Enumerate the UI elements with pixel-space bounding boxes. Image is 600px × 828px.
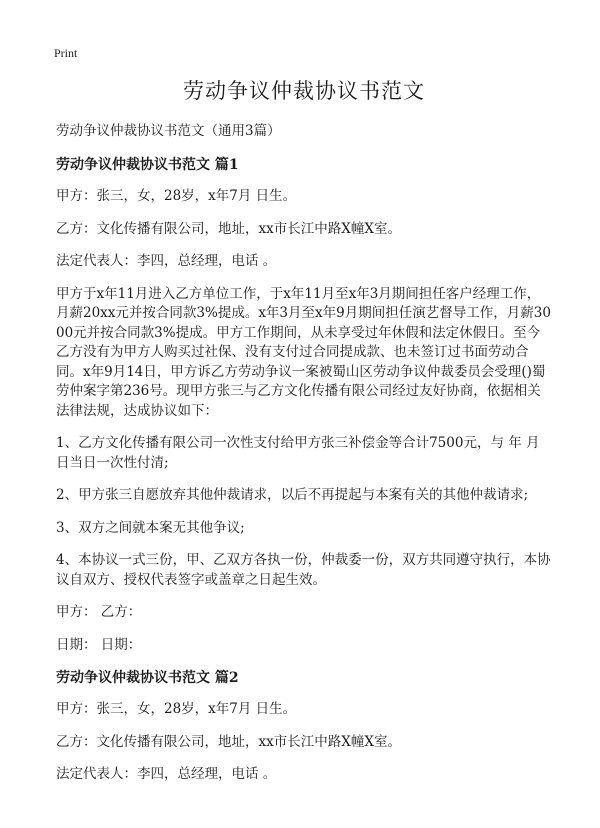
- clause-4-paragraph: 4、本协议一式三份，甲、乙双方各执一份，仲裁委一份，双方共同遵守执行，本协议自双方、授权代表签字或盖章之日起生效。: [56, 552, 551, 588]
- clause-3-paragraph: 3、双方之间就本案无其他争议;: [56, 519, 245, 536]
- section-heading: 劳动争议仲裁协议书范文 篇1: [56, 157, 239, 173]
- print-link[interactable]: Print: [54, 46, 78, 60]
- document-body: [56, 75, 552, 798]
- signature-line: 甲方： 乙方：: [56, 604, 142, 620]
- party-a-paragraph: 甲方：张三，女，28岁，x年7月 日生。: [56, 701, 297, 717]
- section-2: [56, 668, 552, 785]
- case-facts-paragraph: 甲方于x年11月进入乙方单位工作，于x年11月至x年3月期间担任客户经理工作，月薪20xx元并按合同款3%提成。x年3月至x年9月期间担任演艺督导工作，月薪3000元并按合同款3%提成。甲方工作期间，从未享受过年休假和法定休假日。至今乙方没有为甲方人购买过社保、没有支付过合同提成款、也未签订过书面劳动合同。x年9月14日，甲方诉乙方劳动争议一案被蜀山区劳动争议仲裁委员会受理()蜀劳仲案字第236号。现甲方张三与乙方文化传播有限公司经过友好协商，依据相关法律法规，达成协议如下：: [56, 285, 551, 419]
- date-line: 日期： 日期：: [56, 636, 142, 653]
- clause-2-paragraph: 2、甲方张三自愿放弃其他仲裁请求，以后不再提起与本案有关的其他仲裁请求;: [56, 487, 529, 503]
- party-b-paragraph: 乙方：文化传播有限公司，地址，xx市长江中路X幢X室。: [56, 733, 401, 750]
- party-b-paragraph: 乙方：文化传播有限公司，地址，xx市长江中路X幢X室。: [56, 220, 401, 237]
- section-1: [56, 155, 552, 655]
- legal-representative-paragraph: 法定代表人：李四，总经理，电话 。: [56, 253, 277, 269]
- document-subtitle: 劳动争议仲裁协议书范文（通用3篇）: [56, 123, 281, 139]
- legal-representative-paragraph: 法定代表人：李四，总经理，电话 。: [56, 766, 277, 782]
- party-a-paragraph: 甲方：张三，女，28岁，x年7月 日生。: [56, 188, 297, 204]
- section-heading: 劳动争议仲裁协议书范文 篇2: [56, 670, 239, 686]
- clause-1-paragraph: 1、乙方文化传播有限公司一次性支付给甲方张三补偿金等合计7500元，与 年 月 日当日一次性付清;: [56, 435, 540, 471]
- document-title: 劳动争议仲裁协议书范文: [183, 79, 425, 103]
